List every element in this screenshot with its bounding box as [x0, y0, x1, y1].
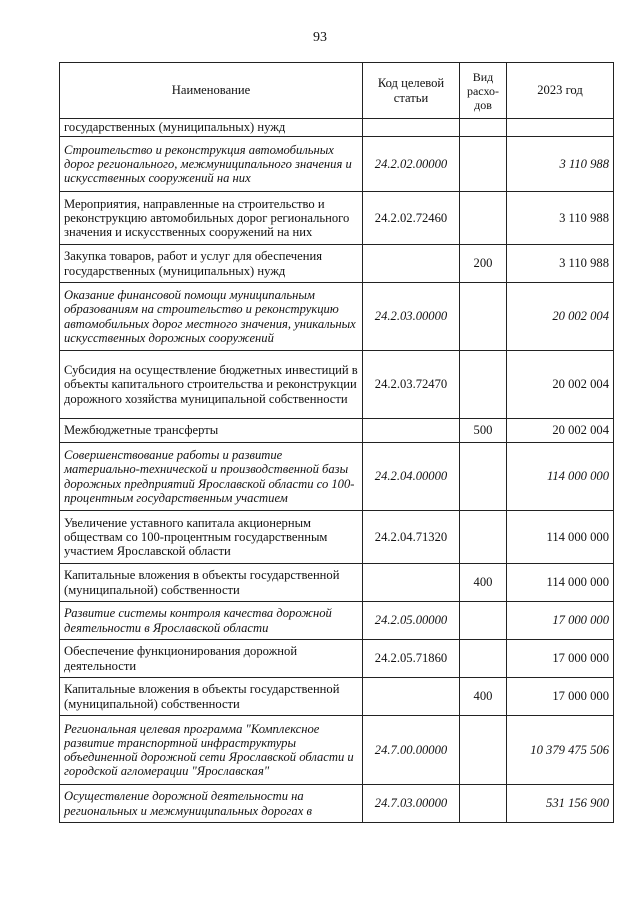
cell-name: Мероприятия, направленные на строительство и реконструкцию автомобильных дорог регионального значения и искусственных сооружений на них	[60, 192, 363, 245]
cell-type	[460, 443, 507, 511]
cell-name: Оказание финансовой помощи муниципальным образованиям на строительство и реконструкцию автомобильных дорог местного значения, уникальных искусственных дорожных сооружений	[60, 283, 363, 351]
cell-name: Субсидия на осуществление бюджетных инвестиций в объекты капитального строительства и реконструкции дорожного хозяйства муниципальной собственности	[60, 351, 363, 419]
cell-type	[460, 785, 507, 823]
cell-type: 500	[460, 419, 507, 443]
header-name: Наименование	[60, 63, 363, 119]
cell-name: Закупка товаров, работ и услуг для обеспечения государственных (муниципальных) нужд	[60, 245, 363, 283]
table-row	[60, 785, 614, 823]
cell-name: Осуществление дорожной деятельности на региональных и межмуниципальных дорогах в	[60, 785, 363, 823]
cell-name: Строительство и реконструкция автомобильных дорог регионального, межмуниципального значения и искусственных сооружений на них	[60, 137, 363, 192]
cell-sum: 17 000 000	[507, 640, 614, 678]
cell-sum: 3 110 988	[507, 245, 614, 283]
cell-code	[363, 119, 460, 137]
cell-type	[460, 119, 507, 137]
cell-type	[460, 511, 507, 564]
cell-name: Капитальные вложения в объекты государственной (муниципальной) собственности	[60, 564, 363, 602]
table-row	[60, 351, 614, 419]
table-row	[60, 564, 614, 602]
table-row	[60, 419, 614, 443]
cell-sum	[507, 119, 614, 137]
cell-type	[460, 192, 507, 245]
cell-name: Развитие системы контроля качества дорожной деятельности в Ярославской области	[60, 602, 363, 640]
cell-type	[460, 283, 507, 351]
header-code: Код целевой статьи	[363, 63, 460, 119]
cell-code: 24.2.04.71320	[363, 511, 460, 564]
cell-code: 24.2.02.72460	[363, 192, 460, 245]
cell-sum: 114 000 000	[507, 511, 614, 564]
table-row	[60, 640, 614, 678]
cell-code: 24.7.00.00000	[363, 716, 460, 785]
cell-name: Региональная целевая программа "Комплексное развитие транспортной инфраструктуры объединенной дорожной сети Ярославской области и городской агломерации "Ярославская"	[60, 716, 363, 785]
cell-sum: 20 002 004	[507, 283, 614, 351]
cell-type	[460, 602, 507, 640]
budget-table	[59, 62, 614, 823]
cell-sum: 114 000 000	[507, 564, 614, 602]
cell-name: Совершенствование работы и развитие материально-технической и производственной базы дорожных предприятий Ярославской области со 100-процентным государственным участием	[60, 443, 363, 511]
cell-name: Обеспечение функционирования дорожной деятельности	[60, 640, 363, 678]
cell-sum: 3 110 988	[507, 137, 614, 192]
table-row	[60, 137, 614, 192]
cell-code	[363, 245, 460, 283]
cell-sum: 3 110 988	[507, 192, 614, 245]
table-row	[60, 602, 614, 640]
cell-code: 24.2.03.72470	[363, 351, 460, 419]
cell-code	[363, 419, 460, 443]
cell-code: 24.2.05.00000	[363, 602, 460, 640]
header-sum: 2023 год	[507, 63, 614, 119]
cell-code: 24.2.05.71860	[363, 640, 460, 678]
cell-sum: 17 000 000	[507, 678, 614, 716]
table-row	[60, 283, 614, 351]
cell-type: 400	[460, 678, 507, 716]
cell-code: 24.2.04.00000	[363, 443, 460, 511]
cell-name: Межбюджетные трансферты	[60, 419, 363, 443]
table-row	[60, 245, 614, 283]
cell-type	[460, 351, 507, 419]
cell-sum: 20 002 004	[507, 351, 614, 419]
table-row	[60, 716, 614, 785]
cell-code: 24.7.03.00000	[363, 785, 460, 823]
table-row	[60, 443, 614, 511]
cell-code	[363, 678, 460, 716]
cell-sum: 20 002 004	[507, 419, 614, 443]
table-row	[60, 678, 614, 716]
cell-sum: 17 000 000	[507, 602, 614, 640]
cell-code: 24.2.03.00000	[363, 283, 460, 351]
cell-type	[460, 137, 507, 192]
cell-sum: 531 156 900	[507, 785, 614, 823]
table-row	[60, 119, 614, 137]
cell-code: 24.2.02.00000	[363, 137, 460, 192]
cell-name: Увеличение уставного капитала акционерным обществам со 100-процентным государственным участием Ярославской области	[60, 511, 363, 564]
cell-type: 200	[460, 245, 507, 283]
table-row	[60, 192, 614, 245]
header-type: Вид расхо-дов	[460, 63, 507, 119]
cell-name: государственных (муниципальных) нужд	[60, 119, 363, 137]
cell-type	[460, 640, 507, 678]
cell-type: 400	[460, 564, 507, 602]
cell-name: Капитальные вложения в объекты государственной (муниципальной) собственности	[60, 678, 363, 716]
table-row	[60, 511, 614, 564]
cell-sum: 10 379 475 506	[507, 716, 614, 785]
cell-code	[363, 564, 460, 602]
table-body	[60, 119, 614, 823]
table-header-row	[60, 63, 614, 119]
cell-sum: 114 000 000	[507, 443, 614, 511]
page-number: 93	[313, 30, 327, 45]
cell-type	[460, 716, 507, 785]
